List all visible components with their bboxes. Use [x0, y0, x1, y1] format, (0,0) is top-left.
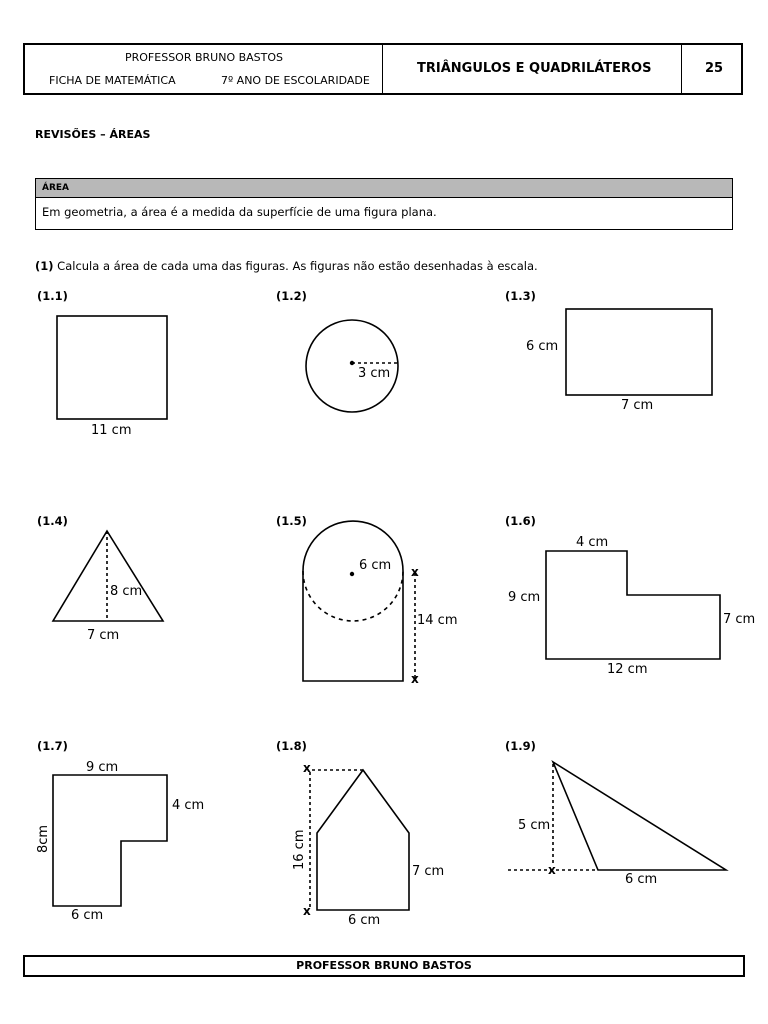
- x-mark: x: [303, 904, 311, 918]
- figure-1-5-composite: [303, 521, 458, 686]
- measure-label: 6 cm: [359, 558, 392, 573]
- header-grade: 7º ANO DE ESCOLARIDADE: [221, 74, 370, 87]
- x-mark: x: [411, 672, 419, 686]
- measure-label: 6 cm: [625, 872, 658, 887]
- header-sheet: FICHA DE MATEMÁTICA: [49, 74, 176, 87]
- measure-label: 11 cm: [91, 423, 132, 438]
- rectangle-shape: [566, 309, 712, 395]
- measure-label: 9 cm: [508, 590, 541, 605]
- header-topic: TRIÂNGULOS E QUADRILÁTEROS: [417, 61, 652, 76]
- definition-text: Em geometria, a área é a medida da superfície de uma figura plana.: [42, 205, 437, 219]
- definition-title: ÁREA: [36, 179, 732, 198]
- figure-label: (1.1): [37, 289, 68, 303]
- question-number: (1): [35, 259, 54, 273]
- semicircle-hidden: [303, 571, 403, 621]
- figure-label: (1.5): [276, 514, 307, 528]
- figure-label: (1.2): [276, 289, 307, 303]
- figure-1-8-pentagon: [292, 761, 444, 928]
- measure-label: 7 cm: [621, 398, 654, 413]
- figure-1-6-l-shape: [508, 535, 755, 677]
- figure-label: (1.9): [505, 739, 536, 753]
- figure-label: (1.4): [37, 514, 68, 528]
- figure-1-1-square: [57, 316, 167, 438]
- measure-label: 7 cm: [723, 612, 756, 627]
- l-shape: [546, 551, 720, 659]
- footer: PROFESSOR BRUNO BASTOS: [23, 955, 745, 977]
- measure-label: 4 cm: [576, 535, 609, 550]
- figure-1-4-triangle: [53, 531, 163, 643]
- measure-label: 16 cm: [292, 829, 307, 870]
- figure-1-2-circle: [306, 320, 398, 412]
- figure-1-3-rectangle: [526, 309, 712, 413]
- figure-1-7-l-shape: [36, 760, 204, 923]
- figure-label: (1.8): [276, 739, 307, 753]
- measure-label: 6 cm: [526, 339, 559, 354]
- measure-label: 9 cm: [86, 760, 119, 775]
- measure-label: 7 cm: [87, 628, 120, 643]
- l-shape: [53, 775, 167, 906]
- x-mark: x: [411, 565, 419, 579]
- measure-label: 3 cm: [358, 366, 391, 381]
- center-point: [350, 572, 354, 576]
- measure-label: 7 cm: [412, 864, 445, 879]
- figure-label: (1.3): [505, 289, 536, 303]
- triangle-shape: [53, 531, 163, 621]
- measure-label: 6 cm: [71, 908, 104, 923]
- measure-label: 4 cm: [172, 798, 205, 813]
- figure-label: (1.6): [505, 514, 536, 528]
- question-text: Calcula a área de cada uma das figuras. As figuras não estão desenhadas à escala.: [57, 259, 538, 273]
- measure-label: 6 cm: [348, 913, 381, 928]
- center-point: [350, 361, 354, 365]
- figure-1-9-triangle: [508, 762, 726, 887]
- section-title: REVISÕES – ÁREAS: [35, 128, 151, 141]
- measure-label: 14 cm: [417, 613, 458, 628]
- header-number: 25: [705, 61, 724, 76]
- header-teacher: PROFESSOR BRUNO BASTOS: [125, 51, 284, 64]
- measure-label: 8cm: [36, 824, 51, 853]
- square-shape: [57, 316, 167, 419]
- figure-label: (1.7): [37, 739, 68, 753]
- measure-label: 8 cm: [110, 584, 143, 599]
- triangle-shape: [553, 762, 726, 870]
- rectangle-body: [303, 571, 403, 681]
- measure-label: 5 cm: [518, 818, 551, 833]
- measure-label: 12 cm: [607, 662, 648, 677]
- x-mark: x: [303, 761, 311, 775]
- x-mark: x: [548, 863, 556, 877]
- pentagon-shape: [317, 770, 409, 910]
